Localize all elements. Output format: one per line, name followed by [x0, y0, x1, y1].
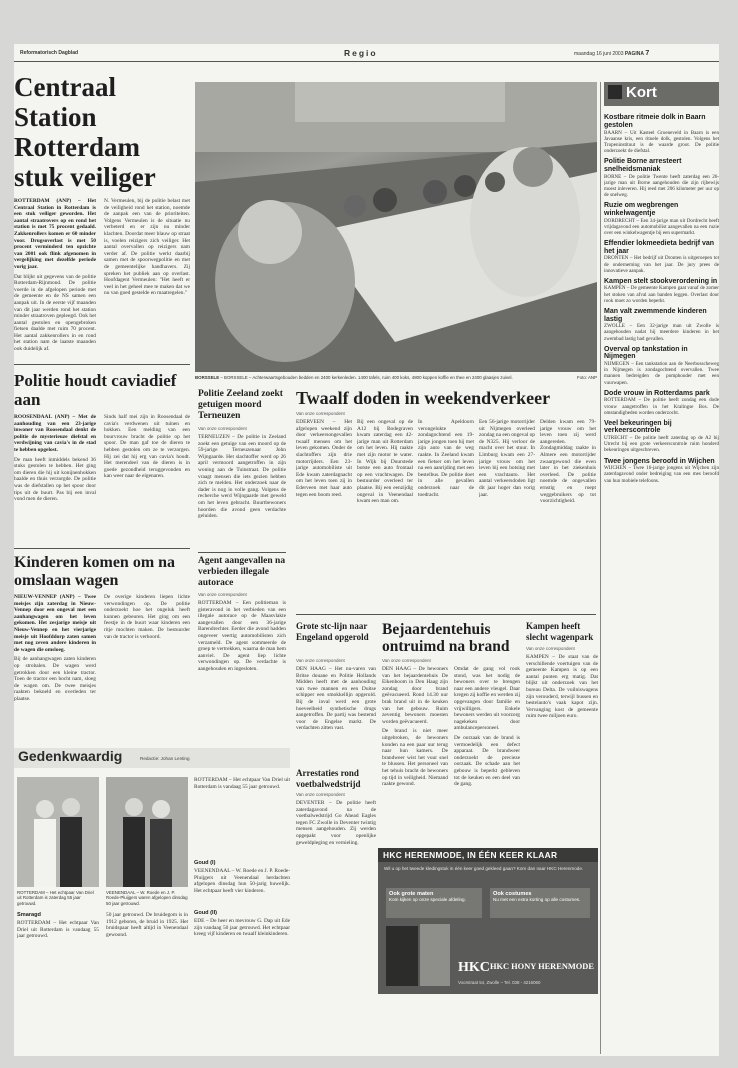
rule-agent	[198, 552, 286, 553]
section-title: Regio	[344, 48, 378, 58]
byline-bejaarden: Van onze correspondent	[382, 658, 431, 663]
kort-item: Veel bekeuringen bij verkeerscontrole UTRECHT – De politie heeft zaterdag op de A2 bij Utrecht bij een grote verkeerscontrole ruim honderd bekeuringen uitgeschreven.	[604, 419, 719, 454]
main-photo-feast	[195, 82, 597, 372]
ad-intro: Wil u op het tweede kledingstuk in één keer goed gekleed gaan? Kom dan naar HKC Herenmode.	[384, 866, 584, 871]
gedenk-subtitle: Redactie: Johan Lenting	[140, 756, 190, 761]
ad-brand: HKC HONY HERENMODE	[490, 962, 594, 971]
ad-box-costumes: Ook costumes Nu met een extra korting op alle costumes.	[490, 888, 590, 918]
photo-caption: BORSSELE – BORSSELE – Achterwaartsgebouden bedden en 2400 kerkenleden. 1400 tafels, ruim 400 koks, 4800 koppen koffie en thee en 2400 glaasjes zuivel. Foto: ANP	[195, 375, 597, 380]
article-kampen: KAMPEN – De staat van de verschillende voertuigen van de gemeente Kampen is op een aantal punten erg matig. Dat blijkt uit onderzoek van het bureau Delta. De vuilniswagens zijn verouderd, terwijl bussen en bestelauto's vaak kapot zijn. Vervanging kost de gemeente ruim twee miljoen euro.	[526, 654, 598, 720]
gedenk-left-caption: ROTTERDAM – Het echtpaar Van Driel uit Rotterdam is zaterdag 55 jaar getrouwd.	[17, 890, 94, 906]
kort-title: Kort	[626, 84, 657, 101]
byline-arrestaties: Van onze correspondent	[296, 792, 345, 797]
byline-twaalf: Van onze correspondent	[296, 411, 345, 416]
rule-lower-block	[296, 614, 596, 615]
gedenk-left-text: ROTTERDAM – Het echtpaar Van Driel uit Rotterdam is vandaag 55 jaar getrouwd.	[17, 920, 99, 940]
gedenk-photo-mid	[106, 777, 188, 887]
article-centraal-col2: N. Vermeulen, bij de politie belast met de veiligheid rond het station, noemde de aanpak een van de prioriteiten. Volgens Vermeulen is de situatie nu verbeterd en er zijn nu minder klachten. Doordat meer blauw op straat is, voelen reizigers zich veiliger. Het aantal overvallen op reizigers nam verder af. De politie werkt daarbij samen met de spoorwegpolitie en met de gemeentelijke handhavers. Zij spreken het publiek aan op overlast. Hoofdagent Vermeulen: "Het heeft er veel in het geheel mee te maken dat we nu van goed gestelde en maatregelen."	[104, 198, 190, 297]
article-twaalf-col4: Een 56-jarige motorrijder uit Nijmegen overleed zondag na een ongeval op de N325. Hij verloor de macht over het stuur. In Limburg kwam een 27-jarige vrouw om het leven bij een botsing met een vrachtauto. Het aantal verkeersdoden ligt dit jaar hoger dan vorig jaar.	[479, 419, 535, 498]
kort-item: Overval op tankstation in Nijmegen NIJMEGEN – Een tankstation aan de Neerbosscheweg in Nijmegen is zondagochtend overvallen. Twee mannen bedreigden de pomphouder met een vuurwapen.	[604, 345, 719, 386]
article-twaalf-col1: EDERVEEN – Het afgelopen weekend zijn door verkeersongevallen twaalf mensen om het leven gekomen. Onder de slachtoffers zijn drie motorrijders. Een 23-jarige automobiliste uit Ede kwam zaterdagnacht om het leven toen zij in Ederveen met haar auto tegen een boom reed.	[296, 419, 352, 498]
kort-column	[604, 82, 719, 1054]
headline-politie: Politie houdt caviadief aan	[14, 371, 177, 409]
ad-logo: HKC	[458, 960, 490, 975]
gedenk-goud2-heading: Goud (II)	[194, 910, 217, 916]
kort-item: Kampen stelt stookverordening in KAMPEN – De gemeente Kampen gaat vanaf de zomer het stoken van afval aan banden leggen. Overlast door rook moet zo worden beperkt.	[604, 277, 719, 304]
article-kinderen-col2: De overige kinderen liepen lichte verwondingen op. De politie onderzoekt hoe het ongeluk heeft kunnen gebeuren. Het ging om een feestje in de buurt waar kinderen een ritje mochten maken. De bestuurder van de tractor is verhoord.	[104, 594, 190, 640]
publication-name: Reformatorisch Dagblad	[20, 50, 79, 56]
kort-item: Effendier lokmeedieta bedrijf van het jaar DRONTEN – Het bedrijf uit Dronten is uitgeroepen tot de onderneming van het jaar. De jury prees de innovatieve aanpak.	[604, 239, 719, 274]
article-schip: DEN HAAG – Het nu-varen van Britse douane en Politie Hollands Midden heeft met de aanhouding van twee mannen en een Duitse schipper een smokkellijn opgerold. Bij de inval werd een grote hoeveelheid synthetische drugs aangetroffen. De partij was bestemd voor de Engelse markt. De verdachten zitten vast.	[296, 666, 376, 732]
gedenk-intro-text: ROTTERDAM – Het echtpaar Van Driel uit Rotterdam is vandaag 55 jaar getrouwd.	[194, 777, 290, 790]
headline-kampen: Kampen heeft slecht wagenpark	[526, 621, 594, 642]
article-politie-col1: ROOSENDAAL (ANP) – Met de aanhouding van een 23-jarige inwoner van Roosendaal denkt de politie de mysterieuze diefstal en verdwijning van cavia's in de stad te hebben opgelost. De man heeft inmiddels bekend 36 stuks gestolen te hebben. Het ging om dieren die hij uit konijnenhokken haalde en thuis verzorgde. De politie was de diefstallen op het spoor door tips uit de buurt. Pas bij een inval vond men de dieren.	[14, 414, 96, 503]
rule-politie	[14, 364, 190, 365]
article-bejaarden-col1: DEN HAAG – De bewoners van het bejaardentehuis De Eikenboom in Den Haag zijn zondag door brand geëvacueerd. Rond 14.30 uur brak brand uit in de keuken van het gebouw. Ruim zeventig bewoners moesten worden geëvacueerd. De brand is niet meer uitgebroken, de bewoners konden na een paar uur terug naar hun kamers. De brandweer wist het vuur snel te blussen. Het personeel van het tehuis bracht de bewoners op tijd in veiligheid. Niemand raakte gewond.	[382, 666, 448, 788]
kort-item: Kostbare ritmeie dolk in Baarn gestolen BAARN – Uit Kasteel Groeneveld in Baarn is een Javaanse kris, een rituele dolk, gestolen. Volgens het Tropeninstituut is de waarde groot. De politie onderzoekt de diefstal.	[604, 114, 719, 154]
kort-item: Man valt zwemmende kinderen lastig ZWOLLE – Een 32-jarige man uit Zwolle is aangehouden nadat hij meerdere kinderen in het zwembad lastig had gevallen.	[604, 307, 719, 342]
byline-kampen: Van onze correspondent	[526, 646, 575, 651]
headline-twaalf: Twaalf doden in weekendverkeer	[296, 388, 551, 408]
ad-figure-left	[386, 926, 418, 986]
headline-centraal: Centraal Station Rotterdam stuk veiliger	[14, 72, 156, 192]
headline-terneuzen: Politie Zeeland zoekt getuigen moord Terneuzen	[198, 389, 283, 421]
newspaper-page	[14, 44, 719, 1056]
photo-illustration	[195, 82, 597, 372]
page-date: maandag 16 juni 2003 PAGINA 7	[574, 50, 650, 57]
masthead-rule	[14, 61, 719, 62]
headline-schip: Grote stc-lijn naar Engeland opgerold	[296, 621, 369, 642]
ad-address: Voorstraat 54, Zwolle – Tel. 038 - 4216060	[458, 980, 541, 985]
article-agent: ROTTERDAM – Een politieman is gisteravond in het verbieden van een illegale autorace op de Maasvlakte aangevallen door een 36-jarige Barendrechter. Eerder die avond hadden ongeveer veertig automobilisten zich verzameld. De agent sommeerde de groep te vertrekken, waarna de man hem aanviel. De agent liep lichte verwondingen op. De verdachte is aangehouden en ingesloten.	[198, 600, 286, 672]
ad-box-large-sizes: Ook grote maten Kom kijken op onze speciale afdeling.	[386, 888, 482, 918]
article-twaalf-col2: Bij een ongeval op de A12 bij Bodegraven kwam zaterdag een 42-jarige man uit Rotterdam om het leven. Hij raakte met zijn motor te water. In Wijk bij Duurstede botste een auto frontaal op een vrachtwagen. De bestuurder overleed ter plaatse. Bij een eenzijdig ongeval in Veenendaal kwam een man om.	[357, 419, 413, 505]
gedenk-goud1-heading: Goud (I)	[194, 860, 216, 866]
article-arrestaties: DEVENTER – De politie heeft zaterdagavond na de voetbalwedstrijd Go Ahead Eagles tegen FC Zwolle in Deventer twintig mensen aangehouden. Zij werden opgepakt voor openlijke geweldpleging en vernieling.	[296, 800, 376, 846]
kort-items	[604, 110, 719, 1054]
gedenk-left-heading: Smaragd	[17, 912, 41, 918]
headline-agent: Agent aangevallen na verbieden illegale autorace	[198, 556, 286, 588]
couple-illustration-left	[17, 777, 99, 887]
ad-title: HKC HERENMODE, IN ÉÉN KEER KLAAR	[383, 850, 558, 860]
gedenk-mid-caption: VEENENDAAL – W. Roede en J. P. Roede-Pluijgers waren afgelopen dinsdag 50 jaar getrouwd.	[106, 890, 188, 906]
ad-figure-mid	[420, 924, 450, 986]
article-kinderen-col1: NIEUW-VENNEP (ANP) – Twee meisjes zijn zaterdag in Nieuw-Vennep door een ongeval met een aanhangwagen om het leven gekomen. Het zesjarige meisje uit Nieuw-Vennep en het vierjarige meisje uit Hoofddorp zaten samen met nog zeven andere kinderen in de wagen die omsloeg. Bij de aanhangwagen zaten kinderen op strobalen. De wagen werd getrokken door een kleine tractor. Toen de tractor een bocht nam, sloeg de wagen om. De twee meisjes raakten bekneld en overleden ter plaatse.	[14, 594, 96, 702]
byline-terneuzen: Van onze correspondent	[198, 426, 247, 431]
kort-item: Politie Borne arresteert snelheidsmaniak BORNE – De politie Twente heeft zaterdag een 26-jarige man uit Borne aangehouden die zijn rijbewijs moest inleveren. Hij reed met 206 kilometer per uur op de snelweg.	[604, 157, 719, 198]
kort-item: Dode vrouw in Rotterdams park ROTTERDAM – De politie heeft zondag een dode vrouw aangetroffen in het Kralingse Bos. De omstandigheden worden onderzocht.	[604, 389, 719, 416]
article-bejaarden-col2: Omdat de gang vol rook stond, was het nodig de bewoners over te brengen naar een andere vleugel. Daar kregen zij koffie en werden zij opgevangen door familie en vrijwilligers. Enkele bewoners werden uit voorzorg nagekeken door ambulancepersoneel. De oorzaak van de brand is vermoedelijk een defect apparaat. De brandweer onderzoekt de precieze oorzaak. De schade aan het gebouw is beperkt gebleven tot de keuken en een deel van de gang.	[454, 666, 520, 788]
article-terneuzen: TERNEUZEN – De politie in Zeeland zoekt een getuige van een moord op de 59-jarige Terneuzenaar John Wijngaarde. Het slachtoffer werd op 26 april vermoord aangetroffen in zijn woning aan de Tuinstraat. De politie vraagt mensen die iets gezien hebben zich te melden. Het onderzoek naar de dader is nog in volle gang. Volgens de recherche werd Wijngaarde met geweld om het leven gebracht. Buurtbewoners hoorden die avond geen verdachte geluiden.	[198, 434, 286, 520]
rule-kinderen	[14, 548, 190, 549]
headline-kinderen: Kinderen komen om na omslaan wagen	[14, 554, 176, 589]
couple-illustration-mid	[106, 777, 188, 887]
article-twaalf-col5: Delden kwam een 79-jarige vrouw om het leven toen zij werd aangereden. Zondagmiddag raakte in Almere een motorrijder zwaargewond die even later in het ziekenhuis overleed. De politie noemde de ongevallen ernstig en roept weggebruikers op tot voorzichtigheid.	[540, 419, 596, 505]
headline-arrestaties: Arrestaties rond voetbalwedstrijd	[296, 768, 361, 789]
gedenk-title: Gedenkwaardig	[18, 748, 123, 764]
kort-marker-icon	[608, 85, 622, 99]
byline-schip: Van onze correspondent	[296, 658, 345, 663]
gedenk-mid-text: 50 jaar getrouwd. De bruidegom is in 1912 geboren, de bruid in 1925. Het bruidspaar heeft altijd in Veenendaal gewoond.	[106, 912, 188, 938]
hkc-advertisement	[378, 848, 598, 994]
article-centraal-col1: ROTTERDAM (ANP) – Het Centraal Station in Rotterdam is een stuk veiliger geworden. Het aantal straatrovers op en rond het station is met 75 procent gedaald. Zakkenrollers komen er 60 minder voor. Drugsoverlast is met 50 procent verminderd ten opzichte van 2001 ook flink afgenomen in vergelijking met dezelfde periode vorig jaar. Dat blijkt uit gegevens van de politie Rotterdam-Rijnmond. De politie voerde in de afgelopen periode met de gemeente en de NS samen een aanpak uit. In de eerste vijf maanden van dit jaar werden rond het station minder straatroven gepleegd. Ook het aantal gestolen en opengebroken fietsen daalde met ruim 70 procent. Het aantal zakkenrollers in en rond het station nam de laatste maanden ook duidelijk af.	[14, 198, 96, 353]
byline-agent: Van onze correspondent	[198, 592, 247, 597]
article-politie-col2: Sinds half mei zijn in Roosendaal de cavia's verdwenen uit tuinen en hokken. Een melding van een buurvrouw bracht de politie op het spoor. De man gaf toe de dieren te hebben gestolen om ze te verzorgen. Hij zei dat hij erg van cavia's houdt. Het merendeel van de dieren is in goede gezondheid teruggevonden en kan weer naar de eigenaren.	[104, 414, 190, 480]
kort-item: Ruzie om wegbrengen winkelwagentje DORDRECHT – Een 34-jarige man uit Dordrecht heeft vrijdagavond een automobilist aangevallen na een ruzie over een winkelwagentje bij een supermarkt.	[604, 201, 719, 236]
kort-item: Twee jongens beroofd in Wijchen WIJCHEN – Twee 16-jarige jongens uit Wijchen zijn zaterdagavond onder bedreiging van een mes beroofd van hun mobiele telefoons.	[604, 457, 719, 484]
kort-divider	[600, 82, 601, 1054]
gedenk-goud2-text: EDE – De heer en mevrouw G. Dap uit Ede zijn vandaag 50 jaar getrouwd. Het echtpaar kreeg vijf kinderen en twaalf kleinkinderen.	[194, 918, 290, 938]
headline-bejaarden: Bejaardentehuis ontruimd na brand	[382, 621, 510, 655]
gedenk-photo-left	[17, 777, 99, 887]
article-twaalf-col3: In Apeldoorn verongelukte zondagochtend een 19-jarige jongen toen hij met zijn auto van de weg raakte. In Zeeland kwam een fietser om het leven na een aanrijding met een bestelbus. De politie doet in alle gevallen onderzoek naar de toedracht.	[418, 419, 474, 498]
gedenk-goud1-text: VEENENDAAL – W. Roede en J. P. Roede-Pluijgers uit Veenendaal herdachten afgelopen dinsdag hun 50-jarig huwelijk. Het echtpaar heeft vier kinderen.	[194, 868, 290, 894]
